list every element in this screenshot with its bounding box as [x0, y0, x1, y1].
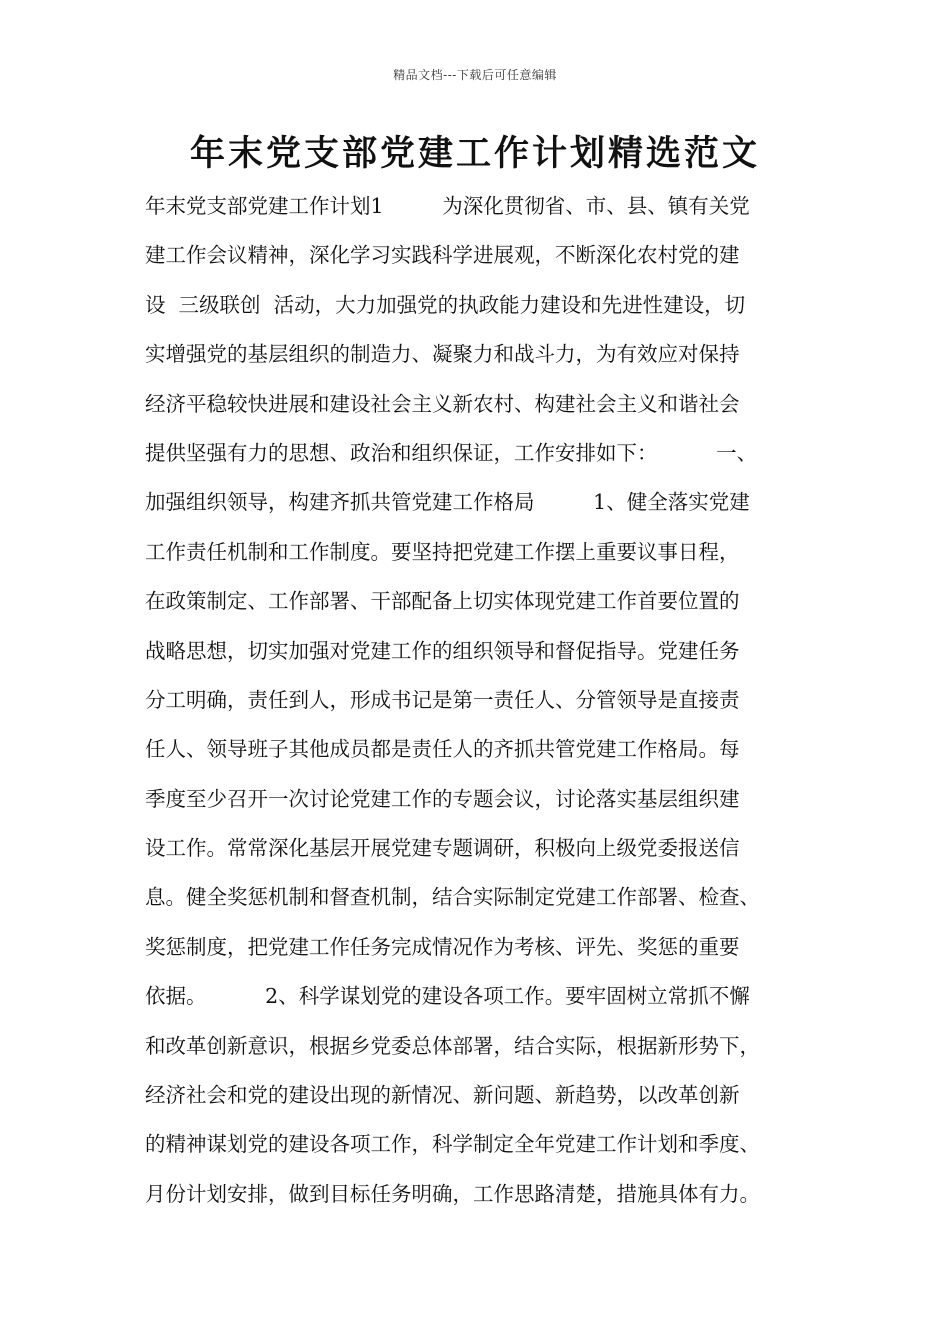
body-line: 息。健全奖惩机制和督查机制，结合实际制定党建工作部署、检查、: [145, 885, 760, 910]
body-line: 设 三级联创 活动，大力加强党的执政能力建设和先进性建设，切: [145, 292, 746, 317]
body-line: 年末党支部党建工作计划1 为深化贯彻省、市、县、镇有关党: [145, 194, 750, 218]
header-note: 精品文档---下载后可任意编辑: [393, 68, 557, 82]
body-line: 任人、领导班子其他成员都是责任人的齐抓共管党建工作格局。每: [145, 737, 740, 762]
body-line: 经济社会和党的建设出现的新情况、新问题、新趋势，以改革创新: [145, 1083, 740, 1108]
body-line: 和改革创新意识，根据乡党委总体部署，结合实际，根据新形势下，: [145, 1033, 760, 1058]
document-title: 年末党支部党建工作计划精选范文: [189, 134, 760, 174]
body-line: 提供坚强有力的思想、政治和组织保证，工作安排如下： 一、: [145, 440, 758, 465]
body-line: 经济平稳较快进展和建设社会主义新农村、构建社会主义和谐社会: [145, 391, 740, 416]
body-line: 的精神谋划党的建设各项工作，科学制定全年党建工作计划和季度、: [145, 1132, 760, 1157]
body-line: 奖惩制度，把党建工作任务完成情况作为考核、评先、奖惩的重要: [145, 934, 740, 959]
body-line: 月份计划安排，做到目标任务明确，工作思路清楚，措施具体有力。: [145, 1181, 760, 1206]
body-line: 分工明确，责任到人，形成书记是第一责任人、分管领导是直接责: [145, 687, 740, 712]
body-line: 设工作。常常深化基层开展党建专题调研，积极向上级党委报送信: [145, 836, 740, 861]
body-line: 战略思想，切实加强对党建工作的组织领导和督促指导。党建任务: [145, 638, 740, 663]
body-line: 季度至少召开一次讨论党建工作的专题会议，讨论落实基层组织建: [145, 786, 740, 811]
body-line: 实增强党的基层组织的制造力、凝聚力和战斗力，为有效应对保持: [145, 342, 740, 367]
body-text: [145, 182, 835, 1219]
body-line: 加强组织领导，构建齐抓共管党建工作格局 1、健全落实党建: [145, 490, 750, 515]
body-line: 在政策制定、工作部署、干部配备上切实体现党建工作首要位置的: [145, 589, 740, 614]
body-line: 依据。 2、科学谋划党的建设各项工作。要牢固树立常抓不懈: [145, 984, 750, 1009]
body-line: 工作责任机制和工作制度。要坚持把党建工作摆上重要议事日程，: [145, 539, 740, 564]
body-line: 建工作会议精神，深化学习实践科学进展观，不断深化农村党的建: [145, 243, 740, 268]
